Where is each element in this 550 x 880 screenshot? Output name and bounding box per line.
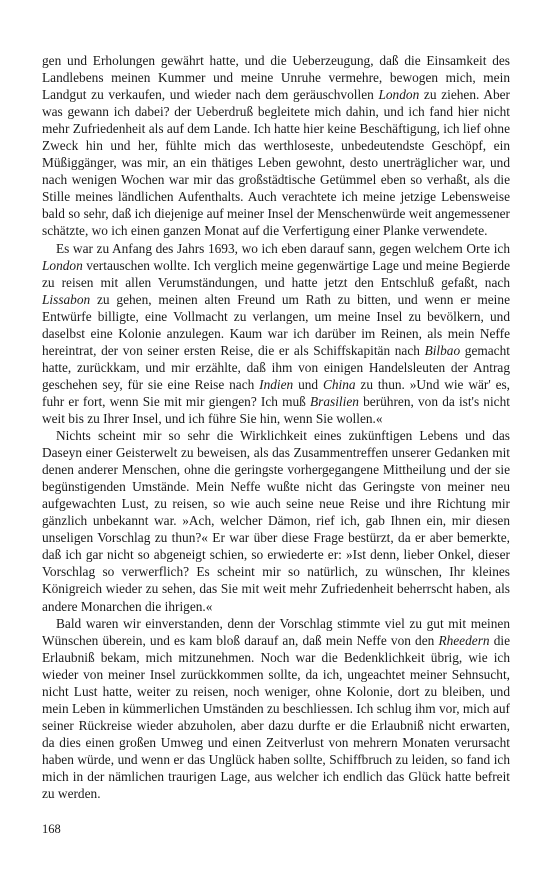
place-name: Brasilien <box>310 393 359 409</box>
place-name: Indien <box>259 376 294 392</box>
text-run: zu thun. »Und wie wär' es, fuhr er fort, wenn Sie mit mir giengen? Ich muß <box>42 376 511 409</box>
text-run: und <box>293 376 323 392</box>
page-number: 168 <box>42 822 61 836</box>
place-name: London <box>378 87 420 103</box>
text-run: zu ziehen. Aber was gewann ich dabei? der Ueberdruß begleitete mich dahin, und ich fand hier nicht mehr Zufriedenheit als auf dem Lande. Ich hatte hier keine Beschäftigung, ich lief ohne Zweck hin und her, fühlte mich das werthloseste, unbedeutendste Geschöpf, ein Müßiggänger, was mir, an ein thätiges Leben gewohnt, desto unerträglicher war, und nach wenigen Wochen war mir das großstädtische Getümmel eben so verhaßt, als die Stille meines ländlichen Aufenthalts. Auch verachtete ich meine jetzige Lebensweise bald so sehr, daß ich diejenige auf meiner Insel der Menschenwürde weit angemessener schätzte, wo ich einen ganzen Monat auf die Verfertigung einer Planke verwendete. <box>42 87 510 239</box>
text-run: zu gehen, meinen alten Freund um Rath zu bitten, und wenn er meine Entwürfe billigte, eine Vollmacht zu verlangen, um meine Insel zu bevölkern, und daselbst eine Kolonie anzulegen. Kaum war ich darüber im Reinen, als mein Neffe hereintrat, der von seiner ersten Reise, die er als Schiffskapitän nach <box>42 291 510 358</box>
text-run: die Erlaubniß bekam, mich mitzunehmen. Noch war die Bedenklichkeit übrig, wie ich wieder von meiner Insel zurückkommen sollte, da ich, ungeachtet meiner Sehnsucht, nicht Lust hatte, weiter zu reisen, noch weniger, ohne Kolonie, dort zu bleiben, und mein Leben in kümmerlichen Umständen zu beschliessen. Ich schlug ihm vor, mich auf seiner Rückreise wieder abzuholen, aber dazu durfte er die Erlaubniß nicht erwarten, da dies einen großen Umweg und einen Zeitverlust von mehrern Monaten verursacht haben würde, und wenn er das Unglück haben sollte, Schiffbruch zu leiden, so fand ich mich in der nämlichen traurigen Lage, aus welcher ich endlich das Glück hatte befreit zu werden. <box>42 632 511 802</box>
text-run: gemacht hatte, zurückkam, und mir erzählte, daß ihm von einigen Handelsleuten der Antrag geschehen sey, für sie eine Reise nach <box>42 342 510 392</box>
paragraph-1 <box>42 52 510 240</box>
text-run: gen und Erholungen gewährt hatte, und die Ueberzeugung, daß die Einsamkeit des Landlebens meinen Kummer und meine Unruhe vermehre, bewogen mich, mein Landgut zu verkaufen, und wieder nach dem geräuschvollen <box>42 53 510 103</box>
text-run: Nichts scheint mir so sehr die Wirklichkeit eines zukünftigen Lebens und das Daseyn einer Geisterwelt zu beweisen, als das Zusammentreffen unserer Gedanken mit denen anderer Menschen, ohne die geringste vorhergegangene Mittheilung und der sie begünstigenden Umstände. Mein Neffe wußte nicht das Geringste von meiner neu aufgewachten Lust, zu reisen, so wie auch seine neue Reise und ihre Richtung mir gänzlich unbekannt war. »Ach, welcher Dämon, rief ich, gab Ihnen ein, mir diesen unseligen Vorschlag zu thun?« Er war über diese Frage bestürzt, da er aber bemerkte, daß ich gar nicht so abgeneigt schien, so erwiederte er: »Ist denn, lieber Onkel, dieser Vorschlag so verwerflich? Es scheint mir so natürlich, zu wünschen, Ihr kleines Königreich wieder zu sehen, das Sie mit weit mehr Zufriedenheit beherrscht haben, als andere Monarchen die ihrigen.« <box>42 428 510 614</box>
emphasized-term: Rheedern <box>438 632 490 648</box>
place-name: China <box>322 376 356 392</box>
place-name: Lissabon <box>42 291 91 307</box>
place-name: Bilbao <box>424 342 461 358</box>
place-name: London <box>42 257 83 273</box>
page-body <box>42 52 510 802</box>
paragraph-4 <box>42 615 510 803</box>
text-run: vertauschen wollte. Ich verglich meine gegenwärtige Lage und meine Begierde zu reisen mit allen Verumständungen, und hatte jetzt den Entschluß gefaßt, nach <box>42 257 510 290</box>
paragraph-2 <box>42 240 510 428</box>
text-run: berühren, von da ist's nicht weit bis zu Ihrer Insel, und ich führe Sie hin, wenn Sie wollen.« <box>42 393 510 426</box>
text-run: Bald waren wir einverstanden, denn der Vorschlag stimmte viel zu gut mit meinen Wünschen überein, und es kam bloß darauf an, daß mein Neffe von den <box>42 615 510 648</box>
text-run: Es war zu Anfang des Jahrs 1693, wo ich eben darauf sann, gegen welchem Orte ich <box>56 240 510 256</box>
paragraph-3 <box>42 427 510 615</box>
